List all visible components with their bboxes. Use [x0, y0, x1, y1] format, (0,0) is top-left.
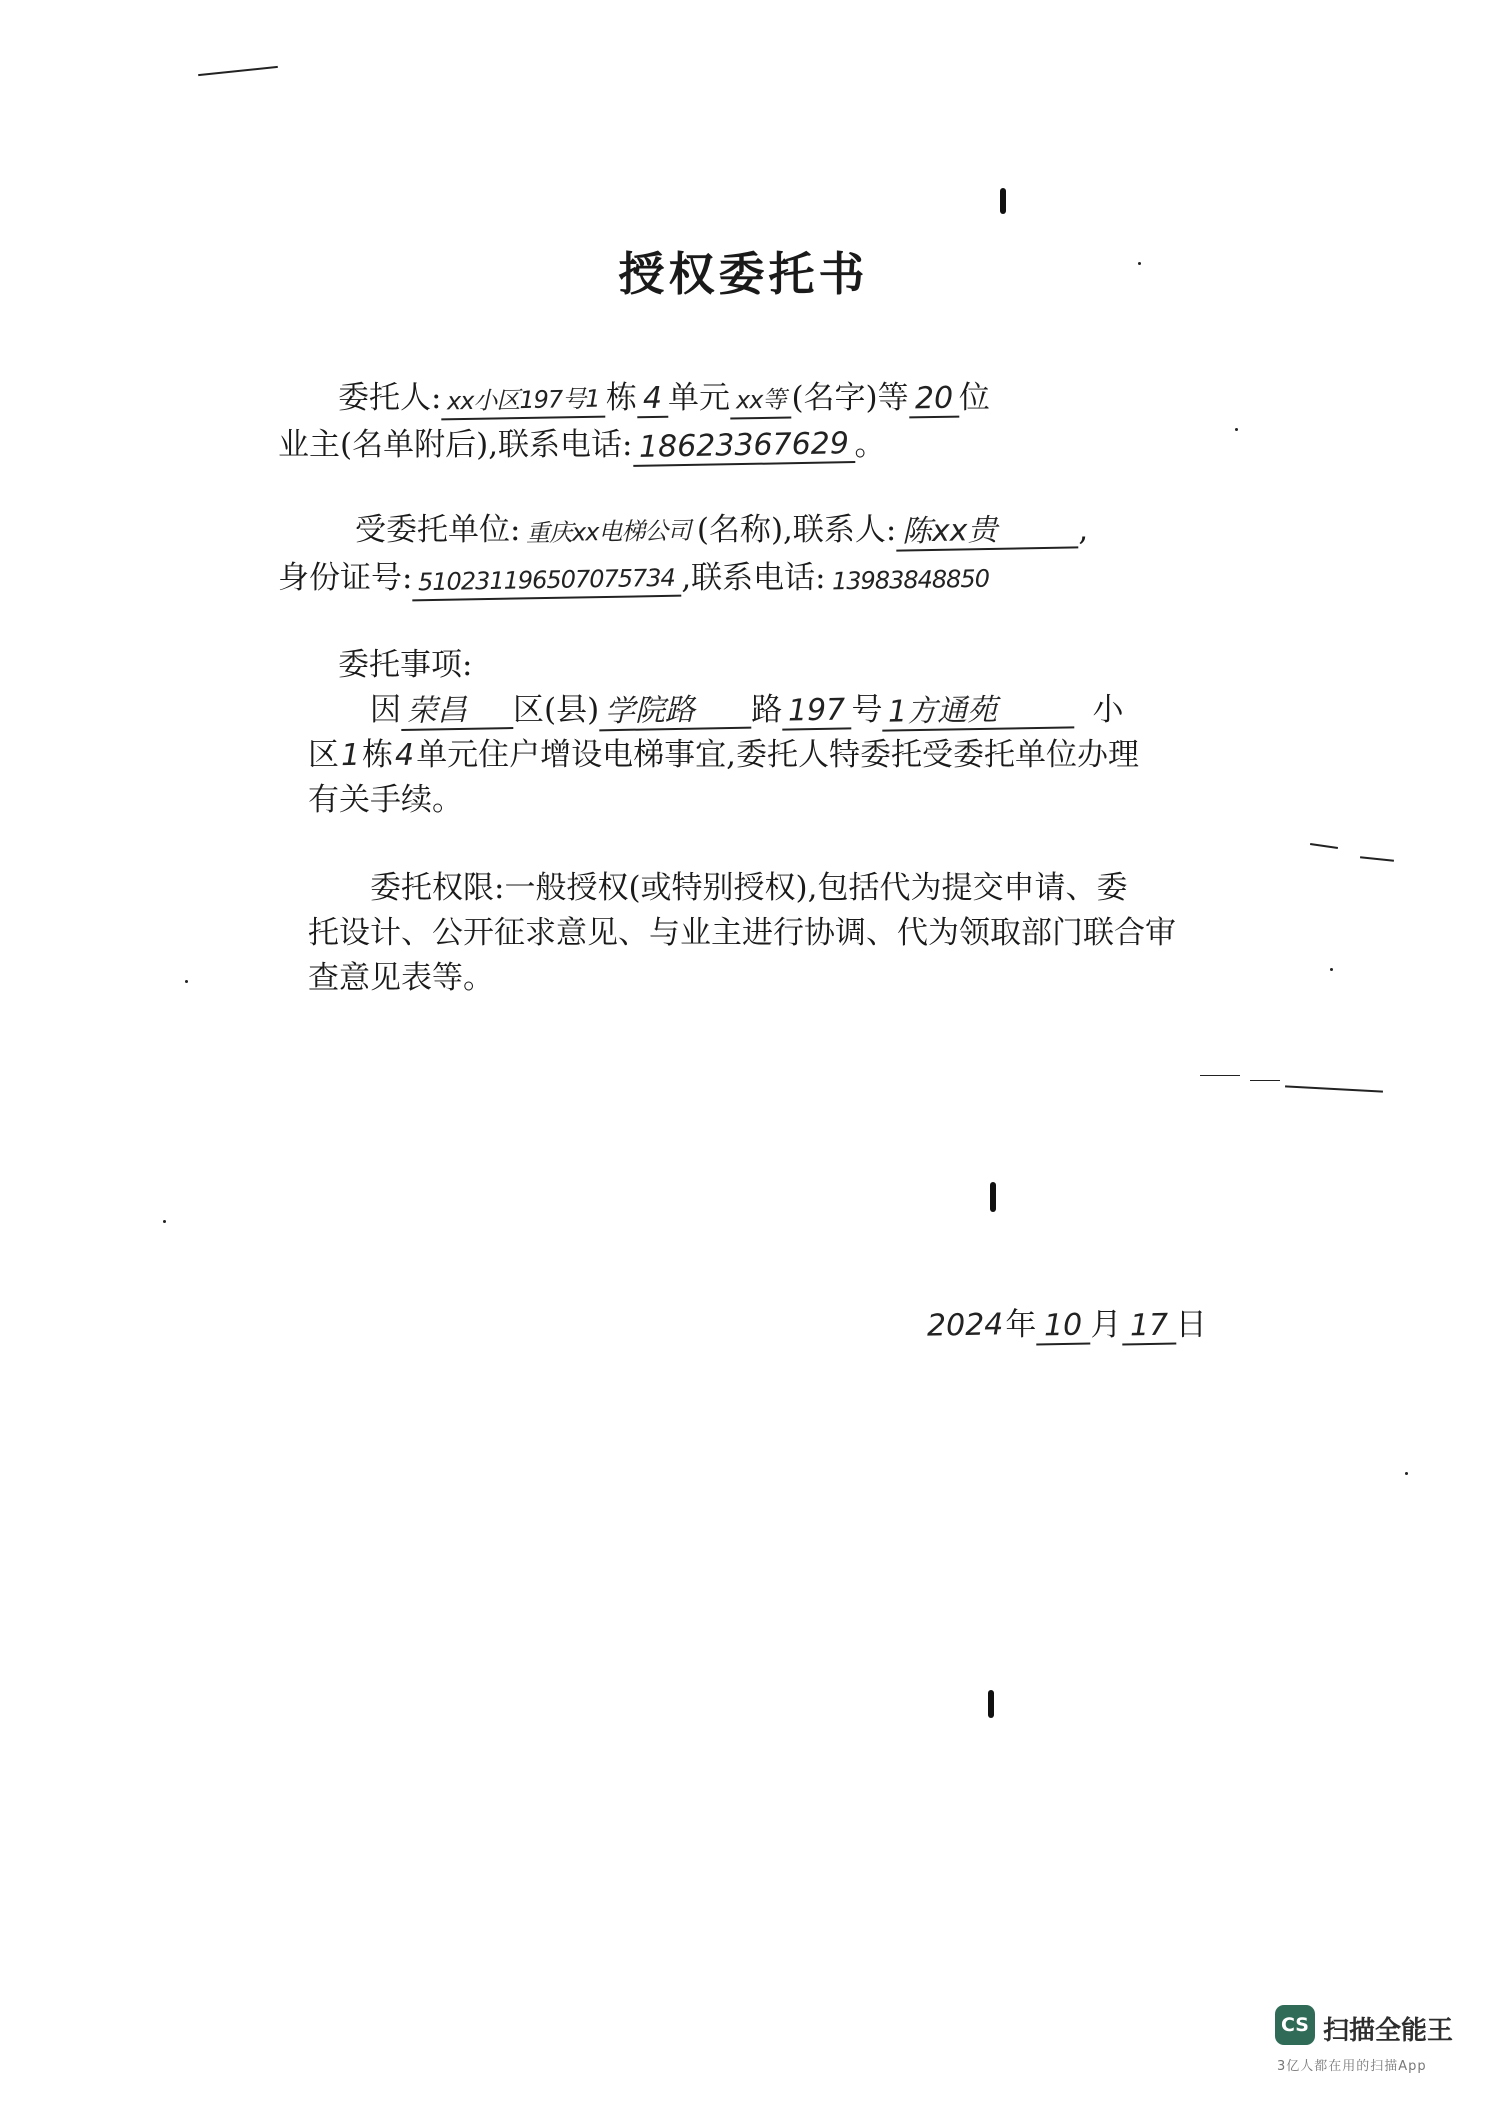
matter-label: 委托事项: — [338, 647, 473, 683]
scope-line-3: 查意见表等。 — [308, 960, 494, 996]
scan-stroke — [1250, 1080, 1280, 1081]
principal-count-handwriting: 20 — [908, 382, 959, 419]
agent-comma: , — [1078, 512, 1089, 548]
scan-stroke — [198, 66, 278, 76]
matter-line2-prefix: 区 — [308, 737, 339, 773]
scope-line-2: 托设计、公开征求意见、与业主进行协调、代为领取部门联合审 — [308, 915, 1176, 951]
matter-line2-mid: 栋 — [362, 737, 394, 773]
principal-label: 委托人: — [338, 380, 442, 416]
scan-dot — [1405, 1472, 1408, 1475]
agent-phone-handwriting: 13983848850 — [831, 564, 989, 596]
agent-unit-handwriting: 重庆xx电梯公司 — [526, 516, 692, 548]
building-suffix: 栋 — [605, 380, 637, 416]
scan-mark — [988, 1690, 994, 1718]
matter-district-suffix: 区(县) — [513, 692, 600, 728]
matter-district-handwriting: 荣昌 — [401, 693, 514, 731]
principal-phone-handwriting: 18623367629 — [632, 427, 855, 467]
matter-road-handwriting: 学院路 — [599, 693, 752, 732]
scan-dot — [1330, 968, 1333, 971]
scanner-watermark — [1275, 2005, 1465, 2075]
principal-address-handwriting: xx小区197号1 — [441, 382, 606, 421]
date-month-handwriting: 10 — [1036, 1309, 1091, 1346]
scan-dot — [1235, 428, 1238, 431]
principal-name-handwriting: xx等 — [730, 382, 792, 419]
matter-line2-rest: 单元住户增设电梯事宜,委托人特委托受委托单位办理 — [416, 737, 1140, 773]
date-month-suffix: 月 — [1090, 1307, 1122, 1343]
date-line — [925, 1305, 1207, 1345]
agent-contact-handwriting: 陈xx贵 — [896, 512, 1079, 551]
agent-id-label: 身份证号: — [278, 560, 413, 596]
scope-line-1: 委托权限:一般授权(或特别授权),包括代为提交申请、委 — [370, 870, 1128, 906]
date-year-handwriting: 2024 — [926, 1307, 1004, 1344]
scan-dot — [185, 980, 188, 983]
matter-line-1 — [370, 690, 1123, 730]
scan-dot — [163, 1220, 166, 1223]
principal-unit-handwriting: 4 — [637, 382, 669, 419]
agent-name-hint: (名称),联系人: — [696, 512, 897, 548]
watermark-name: 扫描全能王 — [1323, 2016, 1454, 2046]
camscanner-logo-icon: CS — [1275, 2005, 1315, 2045]
agent-id-handwriting: 510231196507075734 — [412, 561, 681, 602]
matter-building-handwriting: 1 — [340, 737, 361, 774]
principal-line-1 — [338, 378, 990, 419]
name-hint: (名字)等 — [791, 380, 909, 416]
document-title: 授权委托书 — [618, 247, 869, 301]
matter-line-2 — [308, 735, 1139, 775]
matter-number-handwriting: 197 — [782, 693, 852, 730]
date-day-suffix: 日 — [1175, 1307, 1207, 1343]
principal-line-2 — [278, 425, 885, 465]
scan-stroke — [1310, 843, 1338, 849]
watermark-tagline: 3亿人都在用的扫描App — [1277, 2059, 1427, 2074]
count-suffix: 位 — [958, 380, 990, 416]
unit-suffix: 单元 — [668, 380, 731, 416]
date-day-handwriting: 17 — [1121, 1309, 1176, 1346]
agent-label: 受委托单位: — [355, 512, 521, 548]
matter-number-suffix: 号 — [851, 692, 883, 728]
matter-because: 因 — [370, 692, 401, 728]
principal-line-end: 。 — [854, 427, 886, 463]
scan-stroke — [1200, 1075, 1240, 1076]
scan-stroke — [1360, 856, 1394, 862]
matter-unit-handwriting: 4 — [394, 737, 415, 774]
agent-phone-label: ,联系电话: — [681, 560, 826, 596]
matter-road-suffix: 路 — [751, 692, 783, 728]
principal-phone-label: 业主(名单附后),联系电话: — [278, 427, 633, 463]
scan-mark — [990, 1182, 996, 1212]
matter-community-handwriting: 1方通苑 — [882, 692, 1075, 731]
scan-stroke — [1285, 1085, 1383, 1092]
agent-line-2 — [278, 558, 995, 599]
scan-mark — [1000, 188, 1006, 214]
matter-community-suffix: 小 — [1092, 692, 1124, 728]
agent-line-1 — [355, 510, 1088, 550]
date-year-suffix: 年 — [1005, 1307, 1037, 1343]
matter-line-3: 有关手续。 — [308, 782, 463, 818]
